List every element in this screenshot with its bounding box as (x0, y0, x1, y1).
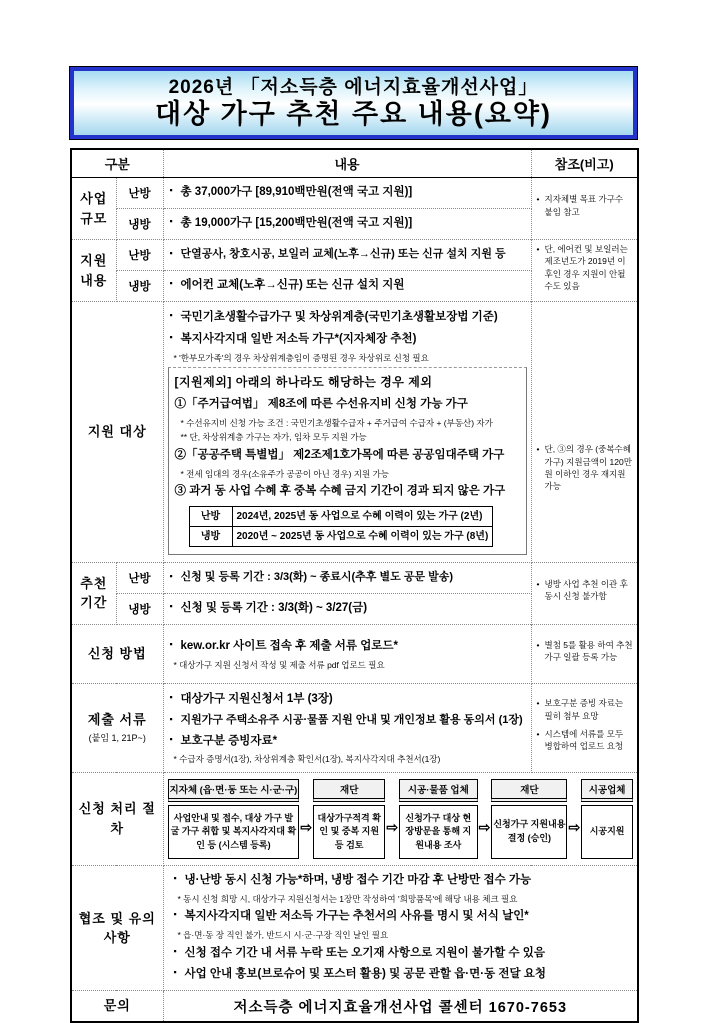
step-body: 신청가구 지원내용 결정 (승인) (491, 805, 567, 859)
history-cooling-label: 냉방 (189, 526, 232, 546)
documents-label-sub: (붙임 1, 21P~) (88, 732, 146, 743)
label-support-content: 지원 내용 (71, 240, 116, 302)
coop-note: * 동시 신청 희망 시, 대상가구 지원신청서는 1장만 작성하여 '희망품목'에 해당 내용 체크 필요 (177, 893, 518, 904)
ref-item: • 지자체별 목표 가구수 붙임 참고 (536, 193, 634, 218)
sublabel-heating: 난방 (116, 178, 163, 209)
process-step (581, 779, 633, 859)
coop-note: * 읍·면·동 장 직인 불가, 반드시 시·군·구장 직인 날인 필요 (177, 930, 389, 941)
step-title: 재단 (491, 779, 567, 802)
exclusion-title: [지원제외] 아래의 하나라도 해당하는 경우 제외 (174, 375, 433, 390)
documents-content (163, 683, 531, 772)
ref-support-target (531, 302, 638, 563)
ref-item: • 단, 에어컨 및 보일러는 제조년도가 2019년 이후인 경우 지원이 안될 수도 있음 (536, 243, 634, 292)
sublabel-heating: 난방 (116, 562, 163, 593)
coop-bullet: ▪ 복지사각지대 일반 저소득 가구는 추천서의 사유를 명시 및 서식 날인* (172, 906, 630, 928)
period-cooling-text: ▪ 신청 및 등록 기간 : 3/3(화) ~ 3/27(금) (168, 598, 527, 620)
row-recommendation-heating (71, 562, 638, 593)
row-support-target (71, 302, 638, 563)
support-cooling-text: ▪ 에어컨 교체(노후→신규) 또는 신규 설치 지원 (168, 275, 527, 297)
coop-bullet: ▪ 냉·난방 동시 신청 가능*하며, 냉방 접수 기간 마감 후 난방만 접수 가능 (172, 870, 630, 892)
method-bullet: ▪ kew.or.kr 사이트 접속 후 제출 서류 업로드* (168, 636, 527, 658)
header-category: 구분 (71, 149, 163, 178)
coop-bullet: ▪ 사업 안내 홍보(브로슈어 및 포스터 활용) 및 공문 관할 읍·면·동 전달 요청 (172, 964, 630, 986)
step-body: 시공지원 (581, 805, 633, 859)
row-documents (71, 683, 638, 772)
exclusion-note: * 전세 임대의 경우(소유주가 공공이 아닌 경우) 지원 가능 (180, 468, 390, 479)
history-heating-row (189, 506, 493, 526)
label-documents (71, 683, 163, 772)
documents-bullet: ▪ 보호구분 증빙자료* (168, 731, 527, 753)
process-step (399, 779, 478, 859)
step-body: 대상가구적격 확인 및 중복 지원 등 검토 (313, 805, 385, 859)
method-note: * 대상가구 지원 신청서 작성 및 제출 서류 pdf 업로드 필요 (173, 659, 385, 670)
row-support-content-heating (71, 240, 638, 271)
step-title: 지자체 (읍·면·동 또는 시·군·구) (168, 779, 300, 802)
ref-documents (531, 683, 638, 772)
ref-item: • 별첨 5를 활용 하여 추천 가구 일괄 등록 가능 (536, 639, 634, 664)
documents-bullet: ▪ 지원가구 주택소유주 시공·물품 지원 안내 및 개인정보 활용 동의서 (1장) (168, 711, 527, 731)
row-cooperation (71, 865, 638, 990)
label-application-method: 신청 방법 (71, 624, 163, 683)
ref-item: • 단, ③의 경우 (중복수혜 가구) 지원금액이 120만원 이하인 경우 재지원 가능 (536, 443, 634, 492)
row-inquiry (71, 991, 638, 1023)
period-heating-text: ▪ 신청 및 등록 기간 : 3/3(화) ~ 종료시(추후 별도 공문 발송) (168, 568, 527, 588)
history-heating-label: 난방 (189, 506, 232, 526)
ref-recommendation-period (531, 562, 638, 624)
label-recommendation-period: 추천 기간 (71, 562, 116, 624)
sublabel-cooling: 냉방 (116, 209, 163, 240)
exclusion-item: ③ 과거 동 사업 수혜 후 중복 수혜 금지 기간이 경과 되지 않은 가구 (174, 485, 506, 498)
label-cooperation: 협조 및 유의사항 (71, 865, 163, 990)
ref-item: • 냉방 사업 추천 이관 후 동시 신청 불가함 (536, 578, 634, 603)
table-header-row (71, 149, 638, 178)
document-subtitle: 2026년 「저소득층 에너지효율개선사업」 (168, 76, 539, 98)
history-cooling-text: 2020년 ~ 2025년 동 사업으로 수혜 이력이 있는 가구 (8년) (232, 526, 493, 546)
scale-heating-text: ▪ 총 37,000가구 [89,910백만원(전액 국고 지원)] (168, 182, 527, 204)
row-business-scale-heating (71, 178, 638, 209)
document-title: 대상 가구 추천 주요 내용(요약) (155, 99, 552, 130)
sublabel-cooling: 냉방 (116, 271, 163, 302)
row-process (71, 772, 638, 865)
documents-note: * 수급자 증명서(1장), 차상위계층 확인서(1장), 복지사각지대 추천서(1장) (173, 754, 441, 765)
label-support-target: 지원 대상 (71, 302, 163, 563)
process-step (313, 779, 385, 859)
support-heating-text: ▪ 단열공사, 창호시공, 보일러 교체(노후→신규) 또는 신규 설치 지원 등 (168, 245, 527, 265)
arrow-right-icon: ⇨ (300, 819, 313, 836)
cooperation-content (163, 865, 638, 990)
step-title: 재단 (313, 779, 385, 802)
title-banner (70, 67, 637, 139)
sublabel-cooling: 냉방 (116, 593, 163, 624)
support-target-content (163, 302, 531, 563)
step-title: 시공·물품 업체 (399, 779, 478, 802)
sublabel-heating: 난방 (116, 240, 163, 271)
exclusion-item: ①「주거급여법」 제8조에 따른 수선유지비 신청 가능 가구 (174, 398, 468, 411)
ref-support-content (531, 240, 638, 302)
target-note: * '한부모가족'의 경우 차상위계층임이 증명된 경우 차상위로 신청 필요 (173, 352, 429, 363)
process-content (163, 772, 638, 865)
benefit-history-table (189, 506, 494, 547)
exclusion-note: * 수선유지비 신청 가능 조건 : 국민기초생활수급자 + 주거급여 수급자 + (부동산) 자가 (180, 417, 493, 428)
step-body: 사업안내 및 접수, 대상 가구 발굴 가구 취합 및 복지사각지대 확인 등 (시스템 등록) (168, 805, 300, 859)
scale-cooling-text: ▪ 총 19,000가구 [15,200백만원(전액 국고 지원)] (168, 213, 527, 235)
arrow-right-icon: ⇨ (568, 819, 581, 836)
coop-bullet: ▪ 신청 접수 기간 내 서류 누락 또는 오기재 사항으로 지원이 불가할 수 있음 (172, 943, 630, 965)
header-content: 내용 (163, 149, 531, 178)
target-bullet: ▪ 복지사각지대 일반 저소득 가구*(지자체장 추천) (168, 329, 527, 351)
history-heating-text: 2024년, 2025년 동 사업으로 수혜 이력이 있는 가구 (2년) (232, 506, 493, 526)
documents-bullet: ▪ 대상가구 지원신청서 1부 (3장) (168, 689, 527, 711)
ref-item: • 보호구분 증빙 자료는 필히 첨부 요망 (536, 697, 634, 722)
inquiry-text: 저소득층 에너지효율개선사업 콜센터 1670-7653 (163, 991, 638, 1023)
application-method-content (163, 624, 531, 683)
process-flow (167, 776, 635, 862)
ref-application-method (531, 624, 638, 683)
arrow-right-icon: ⇨ (386, 819, 399, 836)
ref-item: • 시스템에 서류를 모두 병합하여 업로드 요청 (536, 728, 634, 753)
documents-label-text: 제출 서류 (87, 712, 147, 728)
exclusion-item: ②「공공주택 특별법」 제2조제1호가목에 따른 공공임대주택 가구 (174, 448, 505, 461)
ref-business-scale (531, 178, 638, 240)
arrow-right-icon: ⇨ (478, 819, 491, 836)
label-business-scale: 사업 규모 (71, 178, 116, 240)
label-inquiry: 문의 (71, 991, 163, 1023)
process-step (168, 779, 300, 859)
target-bullet: ▪ 국민기초생활수급가구 및 차상위계층(국민기초생활보장법 기준) (168, 307, 527, 329)
step-title: 시공업체 (581, 779, 633, 802)
header-reference: 참조(비고) (531, 149, 638, 178)
exclusion-note: ** 단, 차상위계층 가구는 자가, 임차 모두 지원 가능 (180, 432, 367, 443)
label-process: 신청 처리 절차 (71, 772, 163, 865)
step-body: 신청가구 대상 현장방문을 통해 지원내용 조사 (399, 805, 478, 859)
row-application-method (71, 624, 638, 683)
summary-table (70, 148, 639, 1023)
exclusion-box (168, 367, 527, 555)
process-step (491, 779, 567, 859)
history-cooling-row (189, 526, 493, 546)
